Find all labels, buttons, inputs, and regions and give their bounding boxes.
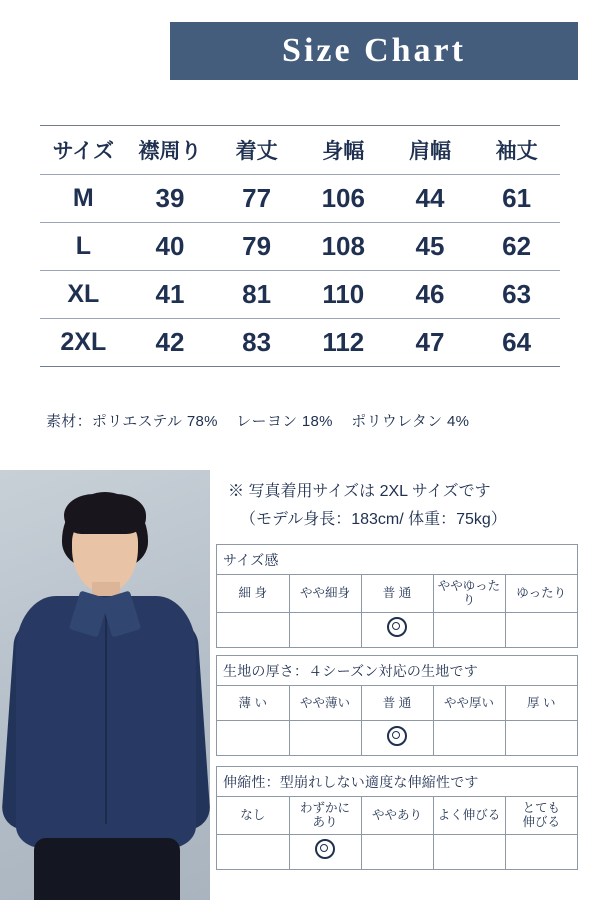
col-sleeve: 袖丈 [473, 126, 560, 175]
col-size: サイズ [40, 126, 127, 175]
option-label: よく伸びる [433, 797, 505, 834]
col-chest: 身幅 [300, 126, 387, 175]
option-mark [505, 721, 577, 756]
material-note [46, 410, 483, 431]
option-mark [217, 834, 289, 869]
material-part-3: ポリウレタン 4% [351, 413, 470, 430]
attribute-marks-row [217, 721, 577, 756]
cell-neck: 39 [127, 175, 214, 223]
option-label: なし [217, 797, 289, 834]
cell-neck: 42 [127, 319, 214, 367]
option-mark [433, 612, 505, 647]
cell-size: L [40, 223, 127, 271]
attribute-block-stretch [216, 766, 578, 870]
attribute-options-row [217, 797, 577, 834]
table-row [40, 319, 560, 367]
cell-shoulder: 46 [387, 271, 474, 319]
col-shoulder: 肩幅 [387, 126, 474, 175]
cell-sleeve: 63 [473, 271, 560, 319]
cell-chest: 108 [300, 223, 387, 271]
table-row [40, 271, 560, 319]
option-mark [217, 612, 289, 647]
cell-size: 2XL [40, 319, 127, 367]
cell-size: M [40, 175, 127, 223]
attribute-block-fit [216, 544, 578, 648]
attribute-title: 生地の厚さ：４シーズン対応の生地です [217, 656, 577, 686]
option-label: 厚 い [527, 695, 556, 710]
cell-chest: 106 [300, 175, 387, 223]
selected-ring-icon [387, 726, 407, 746]
option-mark-selected [361, 721, 433, 756]
attribute-marks-row [217, 834, 577, 869]
cell-sleeve: 61 [473, 175, 560, 223]
col-neck: 襟周り [127, 126, 214, 175]
cell-length: 79 [213, 223, 300, 271]
option-label: 細 身 [217, 575, 289, 612]
attribute-title: サイズ感 [217, 545, 577, 575]
option-mark [433, 721, 505, 756]
option-mark [289, 721, 361, 756]
cell-size: XL [40, 271, 127, 319]
option-mark [289, 612, 361, 647]
cell-sleeve: 64 [473, 319, 560, 367]
option-mark [217, 721, 289, 756]
option-label: ややあり [361, 797, 433, 834]
model-photo [0, 470, 210, 900]
cell-chest: 112 [300, 319, 387, 367]
option-label: やや厚い [433, 686, 505, 721]
option-label: 普 通 [361, 686, 433, 721]
option-mark [505, 834, 577, 869]
cell-chest: 110 [300, 271, 387, 319]
table-header-row [40, 126, 560, 175]
page-title: Size Chart [282, 32, 466, 69]
cell-length: 77 [213, 175, 300, 223]
material-part-2: レーヨン 18% [236, 413, 333, 430]
model-note-line-1: ※ 写真着用サイズは 2XL サイズです [228, 483, 491, 500]
option-mark-selected [289, 834, 361, 869]
attribute-options-row [217, 575, 577, 612]
option-label: やや薄い [289, 686, 361, 721]
model-note-line-2: （モデル身長：183cm/ 体重：75kg） [240, 511, 507, 528]
option-label: とても 伸びる [522, 801, 560, 830]
cell-shoulder: 47 [387, 319, 474, 367]
attribute-block-thickness [216, 655, 578, 756]
option-label: ややゆったり [433, 575, 505, 612]
selected-ring-icon [387, 617, 407, 637]
cell-shoulder: 44 [387, 175, 474, 223]
option-mark [433, 834, 505, 869]
option-label: ゆったり [516, 586, 567, 601]
table-row [40, 223, 560, 271]
cell-neck: 41 [127, 271, 214, 319]
cell-sleeve: 62 [473, 223, 560, 271]
material-part-1: 素材：ポリエステル 78% [46, 413, 218, 430]
model-fringe [64, 494, 146, 534]
option-mark-selected [361, 612, 433, 647]
cell-length: 81 [213, 271, 300, 319]
cell-neck: 40 [127, 223, 214, 271]
option-label: わずかに あり [289, 797, 361, 834]
cell-shoulder: 45 [387, 223, 474, 271]
option-mark [361, 834, 433, 869]
col-length: 着丈 [213, 126, 300, 175]
attribute-marks-row [217, 612, 577, 647]
option-mark [505, 612, 577, 647]
cell-length: 83 [213, 319, 300, 367]
option-label: やや細身 [289, 575, 361, 612]
navy-shirt [16, 596, 196, 848]
header-banner [170, 22, 578, 80]
option-label: 薄 い [217, 686, 289, 721]
attribute-title: 伸縮性：型崩れしない適度な伸縮性です [217, 767, 577, 797]
table-row [40, 175, 560, 223]
size-measurement-table [40, 125, 560, 367]
selected-ring-icon [315, 839, 335, 859]
attribute-options-row [217, 686, 577, 721]
model-pants [34, 838, 180, 900]
option-label: 普 通 [361, 575, 433, 612]
